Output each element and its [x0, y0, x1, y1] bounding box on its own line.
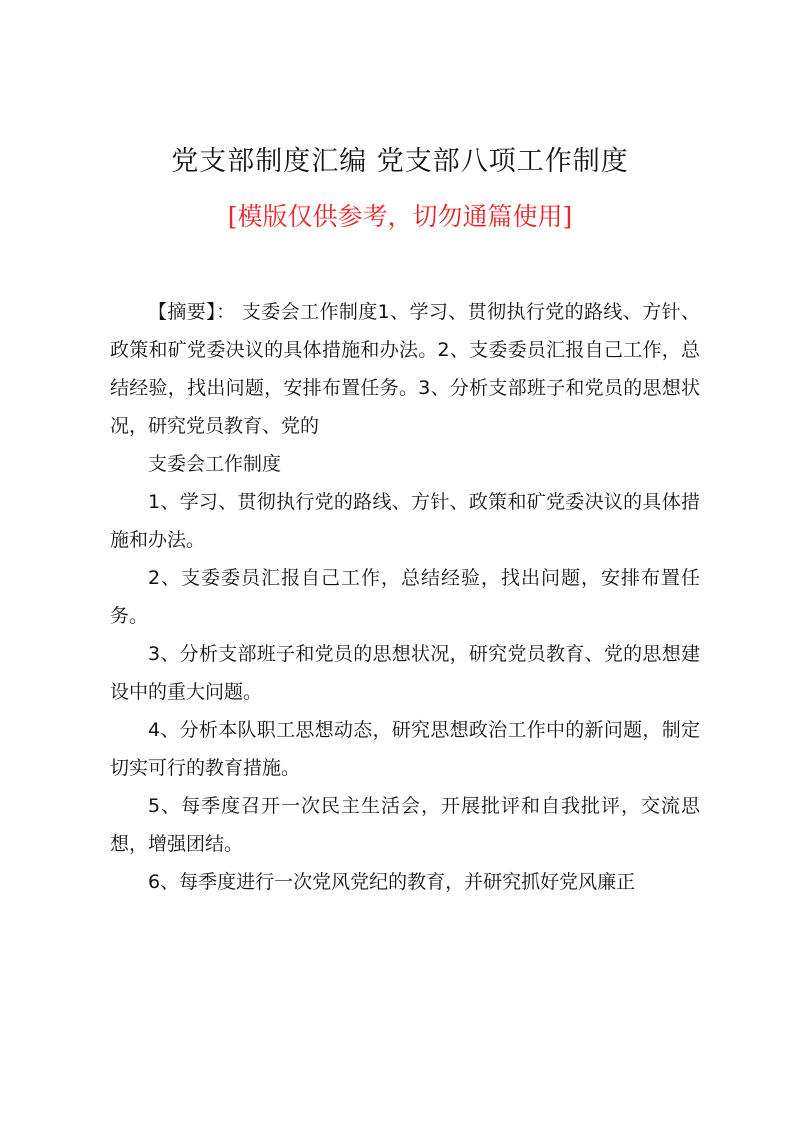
list-item: 4、分析本队职工思想动态，研究思想政治工作中的新问题，制定切实可行的教育措施。	[110, 719, 700, 779]
document-title: 党支部制度汇编 党支部八项工作制度	[171, 146, 629, 177]
template-disclaimer: [模版仅供参考，切勿通篇使用]	[227, 202, 573, 231]
list-item: 1、学习、贯彻执行党的路线、方针、政策和矿党委决议的具体措施和办法。	[110, 491, 700, 551]
list-item: 2、支委委员汇报自己工作，总结经验，找出问题，安排布置任务。	[110, 567, 700, 627]
abstract-label: 【摘要】：	[148, 301, 236, 323]
document-body	[110, 293, 700, 901]
section-heading: 支委会工作制度	[148, 453, 282, 475]
abstract-paragraph	[110, 293, 700, 445]
list-item: 3、分析支部班子和党员的思想状况，研究党员教育、党的思想建设中的重大问题。	[110, 643, 700, 703]
abstract-text: 支委会工作制度1、学习、贯彻执行党的路线、方针、政策和矿党委决议的具体措施和办法。2、支委委员汇报自己工作，总结经验，找出问题，安排布置任务。3、分析支部班子和党员的思想状况，研究党员教育、党的	[110, 301, 700, 437]
list-item: 6、每季度进行一次党风党纪的教育，并研究抓好党风廉正	[148, 871, 636, 893]
list-item: 5、每季度召开一次民主生活会，开展批评和自我批评，交流思想，增强团结。	[110, 795, 700, 855]
